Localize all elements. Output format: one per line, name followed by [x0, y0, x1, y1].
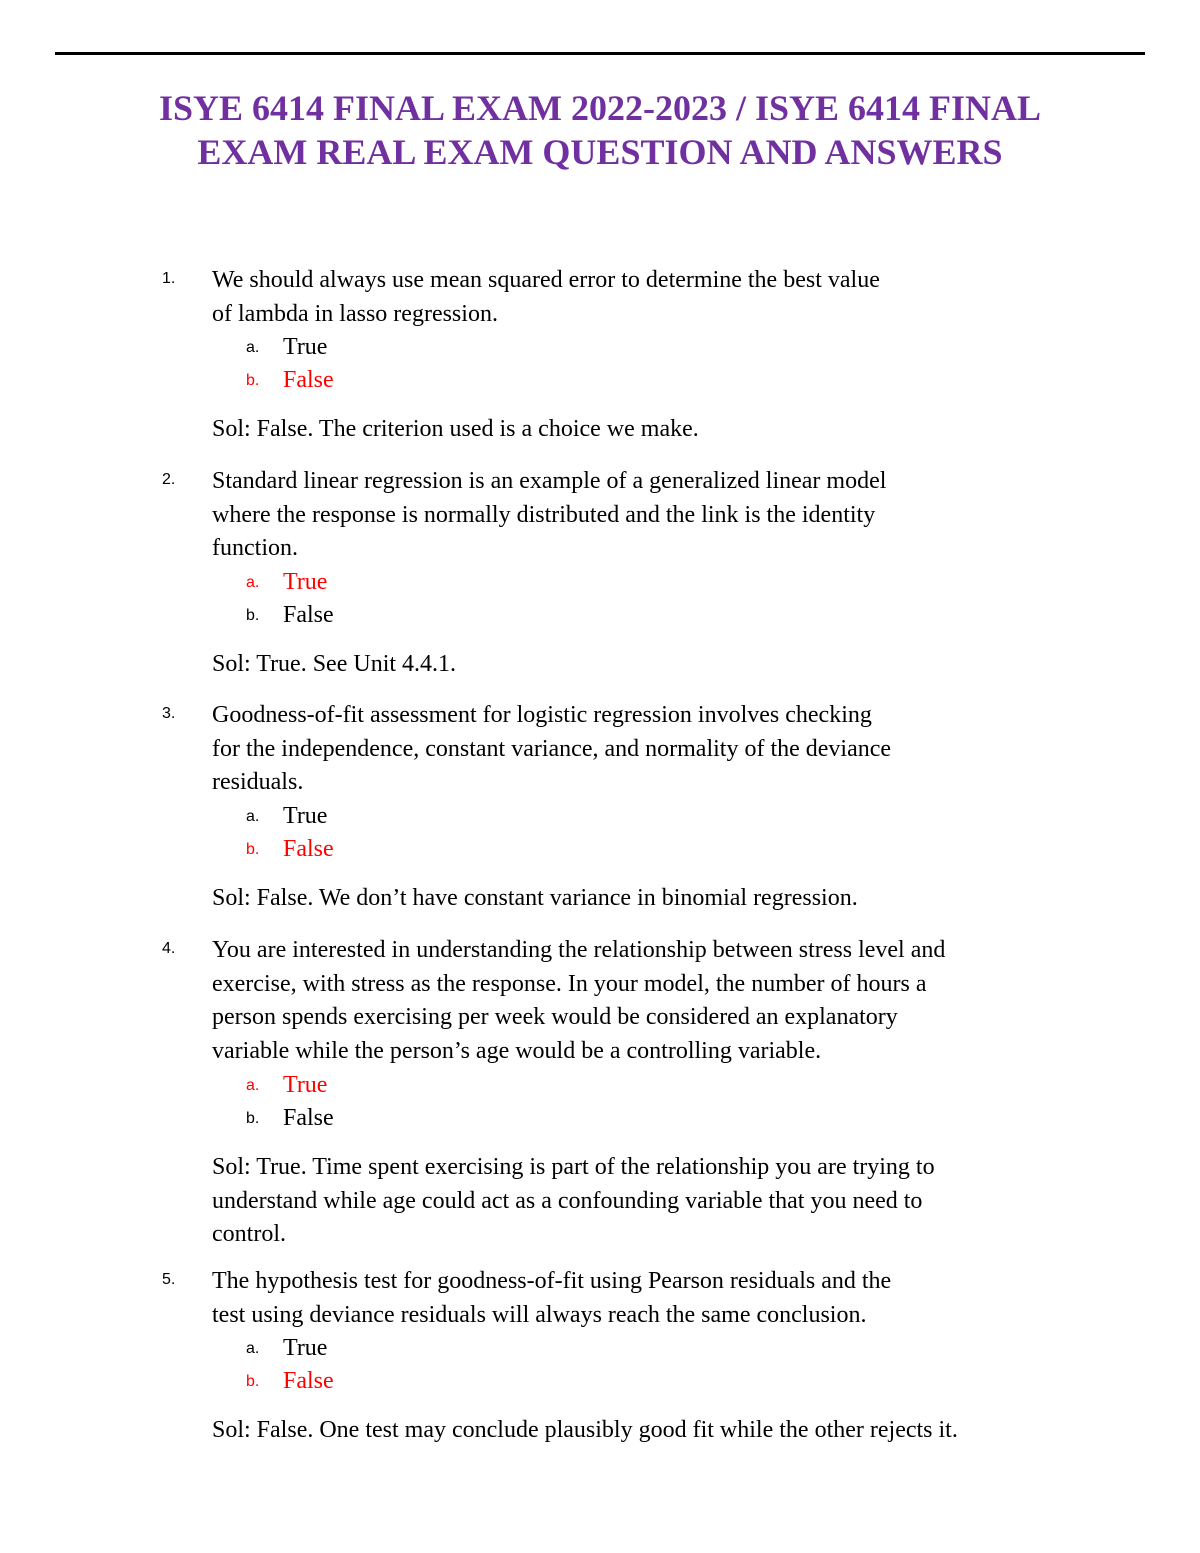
answer-option	[0, 599, 600, 632]
question-text-line: person spends exercising per week would be considered an explanatory	[212, 1004, 898, 1031]
answer-option	[0, 1332, 600, 1365]
question-number: 3.	[162, 705, 176, 722]
question-number: 2.	[162, 471, 176, 488]
question-text-line: Standard linear regression is an example of a generalized linear model	[212, 468, 887, 494]
question-text-line: The hypothesis test for goodness-of-fit using Pearson residuals and the	[212, 1268, 892, 1294]
question-number: 1.	[162, 270, 176, 287]
solution-text	[212, 882, 1112, 916]
question-text-line: variable while the person’s age would be a controlling variable.	[212, 1038, 822, 1065]
option-text: True	[283, 1071, 328, 1098]
title-line: EXAM REAL EXAM QUESTION AND ANSWERS	[197, 132, 1003, 172]
solution-text	[212, 413, 1112, 447]
solution-line: Sol: True. Time spent exercising is part of the relationship you are trying to	[212, 1153, 935, 1180]
answer-option-correct	[0, 1365, 600, 1398]
option-text: True	[283, 803, 328, 830]
question-text-line: residuals.	[212, 769, 304, 796]
question-text-line: for the independence, constant variance, and normality of the deviance	[212, 735, 892, 762]
question-text-line: where the response is normally distributed and the link is the identity	[212, 501, 876, 528]
solution-line: Sol: True. See Unit 4.4.1.	[212, 651, 457, 678]
answer-option-correct	[0, 566, 600, 599]
option-letter: b.	[246, 841, 260, 859]
question-text	[212, 934, 1092, 1069]
option-text: False	[283, 602, 334, 629]
title-line: ISYE 6414 FINAL EXAM 2022-2023 / ISYE 6414 FINAL	[158, 88, 1042, 128]
option-text: False	[283, 1368, 334, 1395]
option-letter: a.	[246, 808, 260, 826]
question-text	[212, 699, 1092, 800]
question-text-line: function.	[212, 535, 298, 562]
option-letter: a.	[246, 574, 260, 592]
option-text: True	[283, 1335, 328, 1362]
option-text: True	[283, 334, 328, 361]
option-letter: b.	[246, 1109, 260, 1127]
solution-line: understand while age could act as a confounding variable that you need to	[212, 1187, 923, 1214]
question-text-line: Goodness-of-fit assessment for logistic regression involves checking	[212, 702, 872, 728]
solution-text	[212, 648, 1112, 682]
answer-option	[0, 1102, 600, 1135]
question-text-line: We should always use mean squared error to determine the best value	[212, 267, 880, 293]
option-letter: a.	[246, 1076, 260, 1094]
question-text	[212, 465, 1092, 566]
question-text	[212, 264, 1092, 331]
question-text	[212, 1265, 1092, 1332]
answer-option-correct	[0, 1069, 600, 1102]
solution-line: Sol: False. We don’t have constant variance in binomial regression.	[212, 885, 858, 912]
option-letter: b.	[246, 607, 260, 625]
solution-line: control.	[212, 1221, 286, 1248]
option-letter: b.	[246, 372, 260, 390]
option-letter: b.	[246, 1373, 260, 1391]
answer-option-correct	[0, 833, 600, 866]
option-text: False	[283, 836, 334, 863]
question-text-line: test using deviance residuals will always reach the same conclusion.	[212, 1301, 867, 1328]
option-letter: a.	[246, 339, 260, 357]
solution-text	[212, 1151, 1112, 1252]
answer-option	[0, 331, 600, 364]
answer-option	[0, 800, 600, 833]
option-text: False	[283, 367, 334, 394]
question-number: 4.	[162, 940, 176, 957]
question-text-line: exercise, with stress as the response. In your model, the number of hours a	[212, 970, 927, 997]
option-text: False	[283, 1104, 334, 1131]
question-number: 5.	[162, 1271, 176, 1288]
question-text-line: You are interested in understanding the relationship between stress level and	[212, 937, 946, 963]
solution-text	[212, 1414, 1112, 1448]
solution-line: Sol: False. One test may conclude plausibly good fit while the other rejects it.	[212, 1417, 958, 1444]
answer-option-correct	[0, 364, 600, 397]
option-letter: a.	[246, 1340, 260, 1358]
question-text-line: of lambda in lasso regression.	[212, 300, 498, 327]
option-text: True	[283, 569, 328, 596]
solution-line: Sol: False. The criterion used is a choice we make.	[212, 416, 699, 443]
